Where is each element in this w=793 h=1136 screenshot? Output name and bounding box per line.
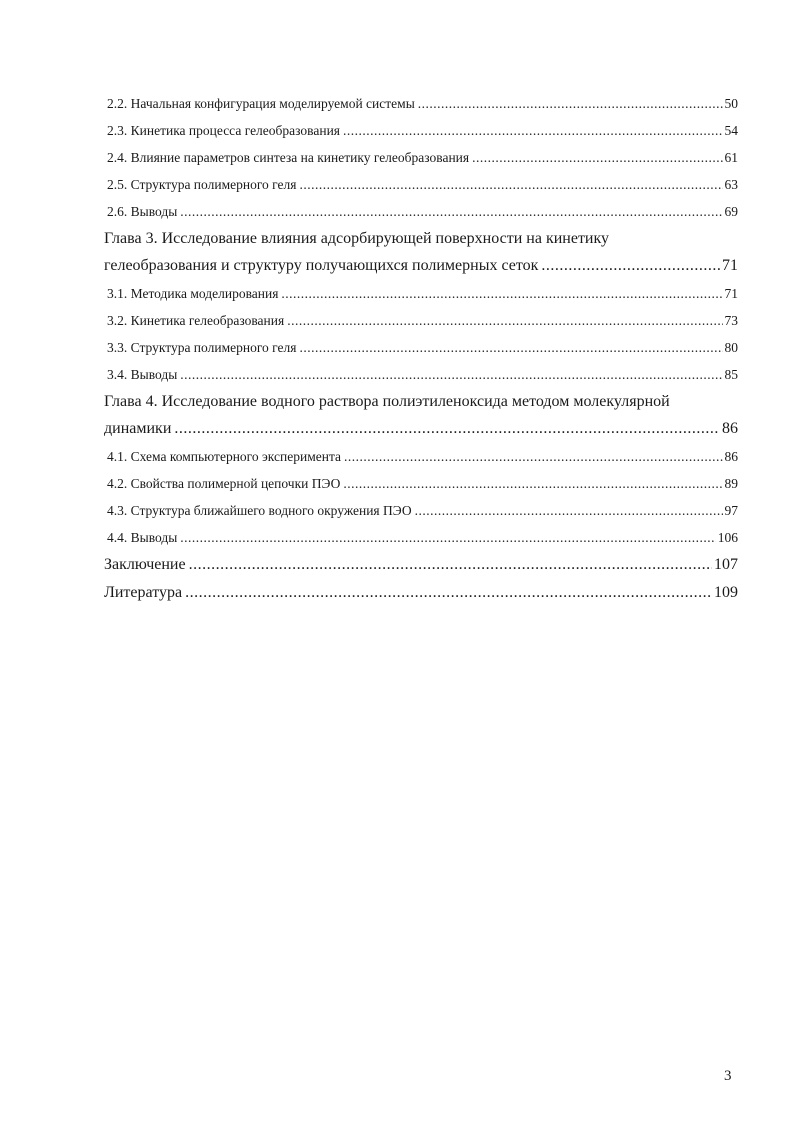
toc-entry-page: 71 [724, 286, 738, 301]
toc-entry-page: 61 [724, 150, 738, 165]
toc-entry-page: 50 [724, 96, 738, 111]
toc-entry-page: 69 [724, 204, 738, 219]
toc-entry-title: 2.4. Влияние параметров синтеза на кинетику гелеобразования [107, 150, 470, 165]
toc-entry-3-2[interactable] [104, 307, 738, 334]
toc-entry-page: 54 [724, 123, 738, 138]
toc-entry-2-6[interactable] [104, 198, 738, 225]
toc-entry-page: 106 [717, 530, 738, 545]
toc-entry-title: Литература [104, 584, 183, 601]
toc-entry-page: 86 [724, 449, 738, 464]
toc-entry-4-1[interactable] [104, 443, 738, 470]
toc-entry-title: 3.3. Структура полимерного геля [107, 340, 297, 355]
toc-entry-2-5[interactable] [104, 171, 738, 198]
toc-chapter-title-line2-row [104, 252, 738, 280]
toc-entry-page: 107 [714, 556, 738, 573]
toc-entry-2-4[interactable] [104, 144, 738, 171]
toc-chapter-page: 71 [722, 257, 738, 274]
toc-entry-conclusion[interactable] [104, 551, 738, 579]
toc-entry-3-3[interactable] [104, 334, 738, 361]
toc-chapter-title-line1: Глава 4. Исследование водного раствора полиэтиленоксида методом молекулярной [104, 393, 670, 410]
toc-entry-title: 4.1. Схема компьютерного эксперимента [107, 449, 342, 464]
toc-entry-title: Заключение [104, 556, 186, 573]
toc-chapter-title-line2: гелеобразования и структуру получающихся полимерных сеток [104, 257, 539, 274]
toc-entry-title: 2.2. Начальная конфигурация моделируемой системы [107, 96, 415, 111]
toc-entry-3-1[interactable] [104, 280, 738, 307]
toc-chapter-3[interactable] [104, 225, 738, 280]
toc-entry-page: 89 [724, 476, 738, 491]
toc-entry-title: 4.4. Выводы [107, 530, 178, 545]
toc-entry-3-4[interactable] [104, 361, 738, 388]
toc-entry-title: 2.5. Структура полимерного геля [107, 177, 297, 192]
toc-entry-page: 85 [724, 367, 738, 382]
toc-entry-title: 4.2. Свойства полимерной цепочки ПЭО [107, 476, 341, 491]
toc-entry-page: 63 [724, 177, 738, 192]
toc-chapter-4[interactable] [104, 388, 738, 443]
toc-entry-page: 109 [714, 584, 738, 601]
toc-entry-title: 3.2. Кинетика гелеобразования [107, 313, 285, 328]
toc-entry-title: 3.1. Методика моделирования [107, 286, 279, 301]
toc-chapter-title-line1: Глава 3. Исследование влияния адсорбирующей поверхности на кинетику [104, 230, 610, 247]
toc-entry-title: 3.4. Выводы [107, 367, 178, 382]
toc-entry-4-4[interactable] [104, 524, 738, 551]
toc-chapter-title-line2: динамики [104, 420, 172, 437]
toc-entry-2-2[interactable] [104, 90, 738, 117]
toc-chapter-page: 86 [722, 420, 738, 437]
toc-entry-page: 97 [724, 503, 738, 518]
page-number: 3 [724, 1068, 732, 1084]
toc-entry-title: 2.3. Кинетика процесса гелеобразования [107, 123, 341, 138]
table-of-contents [104, 90, 738, 607]
toc-entry-title: 2.6. Выводы [107, 204, 178, 219]
toc-entry-page: 80 [724, 340, 738, 355]
toc-entry-title: 4.3. Структура ближайшего водного окружения ПЭО [107, 503, 412, 518]
toc-entry-page: 73 [724, 313, 738, 328]
toc-chapter-title-line2-row [104, 415, 738, 443]
toc-entry-2-3[interactable] [104, 117, 738, 144]
toc-entry-4-3[interactable] [104, 497, 738, 524]
toc-entry-literature[interactable] [104, 579, 738, 607]
toc-entry-4-2[interactable] [104, 470, 738, 497]
